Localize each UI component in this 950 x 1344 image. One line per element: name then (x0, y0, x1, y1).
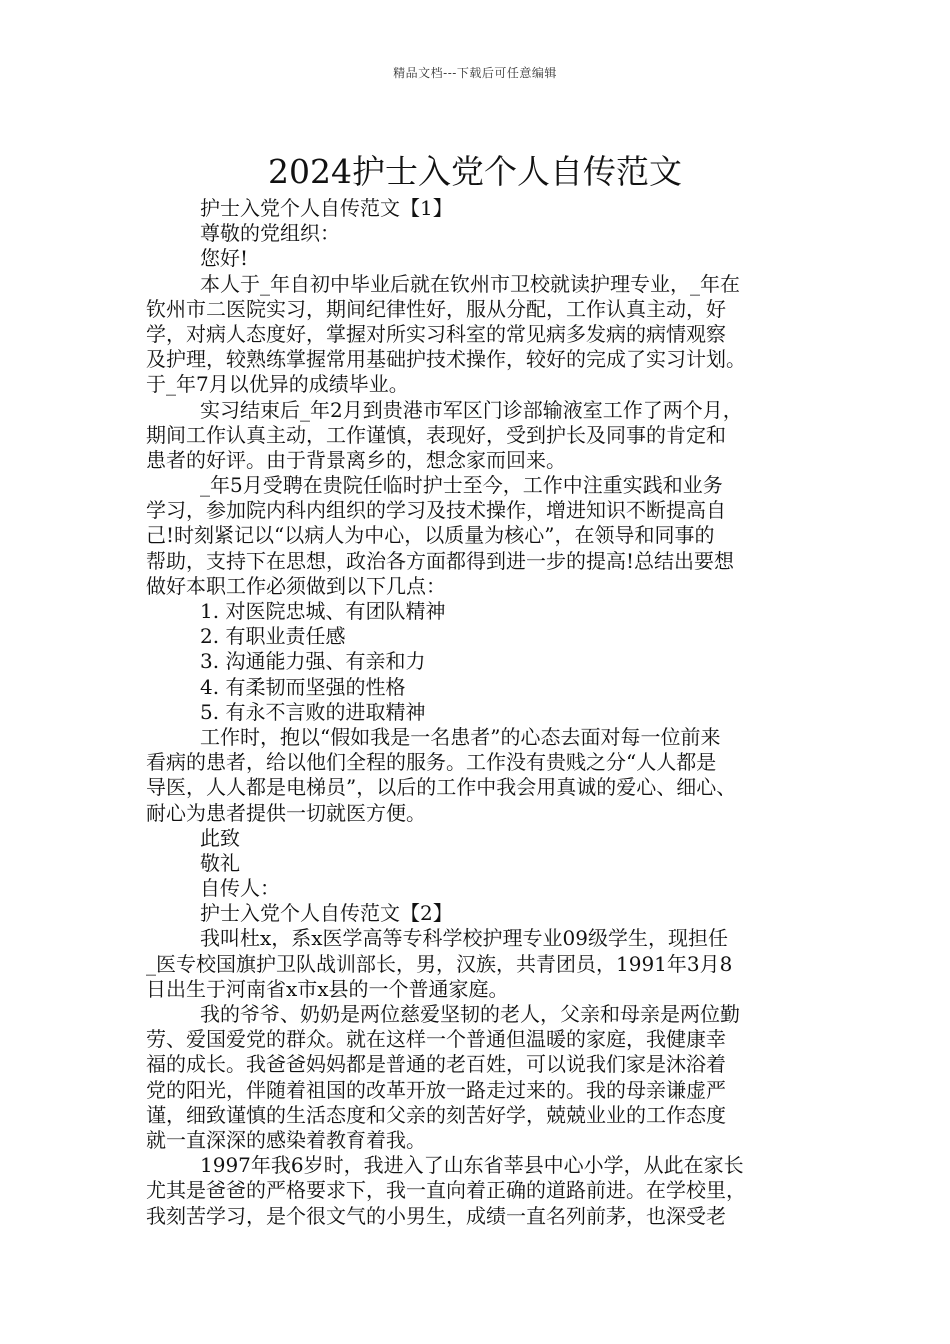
body-line: 就一直深深的感染着教育着我。 (146, 1127, 426, 1152)
body-line: 党的阳光，伴随着祖国的改革开放一路走过来的。我的母亲谦虚严 (146, 1077, 726, 1102)
body-line: 4. 有柔韧而坚强的性格 (200, 674, 406, 699)
body-line: 谨，细致谨慎的生活态度和父亲的刻苦好学，兢兢业业的工作态度 (146, 1102, 726, 1127)
body-line: 1. 对医院忠城、有团队精神 (200, 599, 446, 623)
body-line: 学习，参加院内科内组织的学习及技术操作，增进知识不断提高自 (146, 498, 726, 523)
body-line: 3. 沟通能力强、有亲和力 (200, 649, 426, 674)
body-line: 此致 (200, 825, 240, 850)
body-line: 做好本职工作必须做到以下几点： (146, 573, 446, 598)
body-line: 看病的患者，给以他们全程的服务。工作没有贵贱之分“人人都是 (146, 750, 717, 775)
body-line: 我叫杜x，系x医学高等专科学校护理专业09级学生，现担任 (200, 926, 729, 951)
body-line: 2. 有职业责任感 (200, 624, 346, 649)
body-line: 护士入党个人自传范文【1】 (200, 196, 453, 220)
document-body (146, 196, 826, 1229)
body-line: 敬礼 (200, 850, 240, 875)
body-line: 尊敬的党组织： (200, 221, 340, 246)
body-line: 及护理，较熟练掌握常用基础护技术操作，较好的完成了实习计划。 (146, 347, 746, 372)
body-line: _年5月受聘在贵院任临时护士至今，工作中注重实践和业务 (200, 473, 723, 498)
body-line: 5. 有永不言败的进取精神 (200, 699, 426, 724)
body-line: 患者的好评。由于背景离乡的，想念家而回来。 (146, 447, 566, 472)
body-line: 我刻苦学习，是个很文气的小男生，成绩一直名列前茅，也深受老 (146, 1203, 726, 1228)
body-line: 劳、爱国爱党的群众。就在这样一个普通但温暖的家庭，我健康幸 (146, 1027, 726, 1052)
body-line: 实习结束后_年2月到贵港市军区门诊部输液室工作了两个月， (200, 397, 743, 422)
body-line: 本人于_年自初中毕业后就在钦州市卫校就读护理专业，_年在 (200, 271, 740, 296)
body-line: 日出生于河南省x市x县的一个普通家庭。 (146, 976, 509, 1001)
body-line: 您好! (200, 246, 249, 271)
body-line: 己!时刻紧记以“以病人为中心，以质量为核心”，在领导和同事的 (146, 523, 715, 548)
body-line: 护士入党个人自传范文【2】 (200, 901, 453, 926)
body-line: 1997年我6岁时，我进入了山东省莘县中心小学，从此在家长 (200, 1153, 744, 1178)
body-line: 导医，人人都是电梯员”，以后的工作中我会用真诚的爱心、细心、 (146, 775, 737, 800)
body-line: 钦州市二医院实习，期间纪律性好，服从分配，工作认真主动，好 (146, 296, 726, 321)
body-line: 我的爷爷、奶奶是两位慈爱坚韧的老人，父亲和母亲是两位勤 (200, 1002, 740, 1026)
body-line: 帮助，支持下在思想，政治各方面都得到进一步的提高!总结出要想 (146, 548, 735, 573)
body-line: 于_年7月以优异的成绩毕业。 (146, 372, 409, 397)
body-line: 福的成长。我爸爸妈妈都是普通的老百姓，可以说我们家是沐浴着 (146, 1052, 726, 1077)
body-line: 自传人： (200, 876, 280, 901)
body-line: 尤其是爸爸的严格要求下，我一直向着正确的道路前进。在学校里， (146, 1178, 746, 1203)
body-line: 工作时，抱以“假如我是一名患者”的心态去面对每一位前来 (200, 724, 721, 749)
body-line: 耐心为患者提供一切就医方便。 (146, 800, 426, 825)
body-line: 期间工作认真主动，工作谨慎，表现好，受到护长及同事的肯定和 (146, 422, 726, 447)
body-line: _医专校国旗护卫队战训部长，男，汉族，共青团员，1991年3月8 (146, 951, 733, 976)
header-note: 精品文档---下载后可任意编辑 (393, 66, 557, 80)
document-title: 2024护士入党个人自传范文 (268, 152, 682, 192)
body-line: 学，对病人态度好，掌握对所实习科室的常见病多发病的病情观察 (146, 321, 726, 346)
